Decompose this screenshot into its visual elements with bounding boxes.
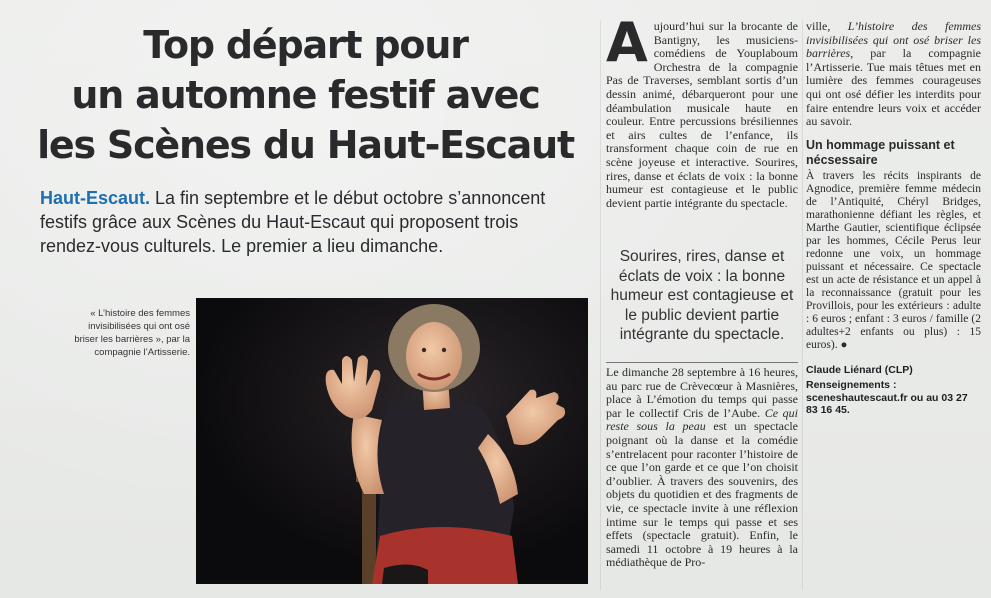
column-1-paragraph: ujourd’hui sur la brocante de Bantigny, les musiciens-comédiens de Youplaboum Orchestra de la compagnie Pas de Traverses, semblant sortis d’un dessin animé, débarqueront pour une déambulation musicale haute en couleur. Entre percussions brésiliennes et airs cultes de l’enfance, ils transforment chaque coin de rue en scène joyeuse et interactive. Sourires, rires, danse et éclats de voix : la bonne humeur est contagieuse et le public devient partie intégrante du spectacle. — [606, 19, 798, 210]
column-1-bottom-text — [606, 366, 798, 570]
column-2-bottom-text: À travers les récits inspirants de Agnodice, première femme médecin de l’Antiquité, Chéryl Bridges, marathonienne défiant les règles, et Marthe Gautier, scientifique éclipsée par les hommes, Cécile Perus leur redonne une voix, un hommage puissant et nécessaire. Ce spectacle est un acte de résistance et un appel à la reconnaissance (gratuit pour les Provillois, pour les extérieurs : adulte : 6 euros ; enfant : 3 euros / famille (2 adultes+2 enfants ou plus) : 15 euros). ● — [806, 170, 981, 351]
drop-cap: A — [606, 11, 648, 74]
column-1-bottom-part-1: Le dimanche 28 septembre à 16 heures, au parc rue de Crèvecœur à Masnières, place à L’émotion du temps qui passe par le collectif Cris de l’Aube. — [606, 365, 798, 420]
headline-line-3: les Scènes du Haut-Escaut — [37, 123, 574, 167]
column-2-text — [806, 20, 981, 129]
headline-line-2: un automne festif avec — [71, 73, 540, 117]
subheading: Un hommage puissant et nécsessaire — [806, 138, 955, 167]
pull-quote: Sourires, rires, danse et éclats de voix : la bonne humeur est contagieuse et le public devient partie intégrante du spectacle. — [610, 248, 794, 343]
performer-photo — [196, 298, 588, 584]
pull-quote-rule — [606, 362, 798, 363]
location-tag: Haut-Escaut. — [40, 188, 151, 208]
article-headline — [18, 20, 593, 170]
lead-text: La fin septembre et le début octobre s’annoncent festifs grâce aux Scènes du Haut-Escaut qui proposent trois rendez-vous culturels. Le premier a lieu dimanche. — [40, 188, 546, 256]
column-divider — [600, 20, 601, 590]
photo-caption: « L’histoire des femmes invisibilisées qui ont osé briser les barrières », par la compagnie l’Artisserie. — [74, 308, 190, 358]
column-1-text — [606, 11, 798, 210]
column-1-bottom-part-2: est un spectacle poignant où la danse et la comédie s’entrelacent pour raconter l’histoire de ce que l’on garde et ce que l’on choisit d’oublier. À travers des souvenirs, des objets du quotidien et des fragments de vie, ce spectacle invite à une réflexion intime sur le temps qui passe et ses effets (spectacle gratuit). Enfin, le samedi 11 octobre à 19 heures à la médiathèque de Pro- — [606, 419, 798, 570]
column-divider — [802, 20, 803, 590]
info-contact: sceneshautescaut.fr ou au 03 27 83 16 45. — [806, 391, 968, 416]
info-block — [806, 379, 981, 417]
headline-line-1: Top départ pour — [143, 23, 468, 67]
show-title-italic: Ce qui reste sous la peau — [606, 405, 798, 434]
column-2-part-2: , par la compagnie l’Artisserie. Tue mais têtues met en lumière des femmes courageuses qui ont osé défier les interdits pour faire entendre leurs voix et accéder au savoir. — [806, 46, 981, 129]
column-2-part-1: ville, — [806, 19, 848, 33]
article-lead — [40, 186, 580, 258]
info-label: Renseignements : — [806, 379, 897, 391]
performer-illustration — [196, 298, 588, 584]
author-signature: Claude Liénard (CLP) — [806, 364, 913, 376]
show-title-italic-2: L’histoire des femmes invisibilisées qui ont osé briser les barrières — [806, 19, 982, 61]
